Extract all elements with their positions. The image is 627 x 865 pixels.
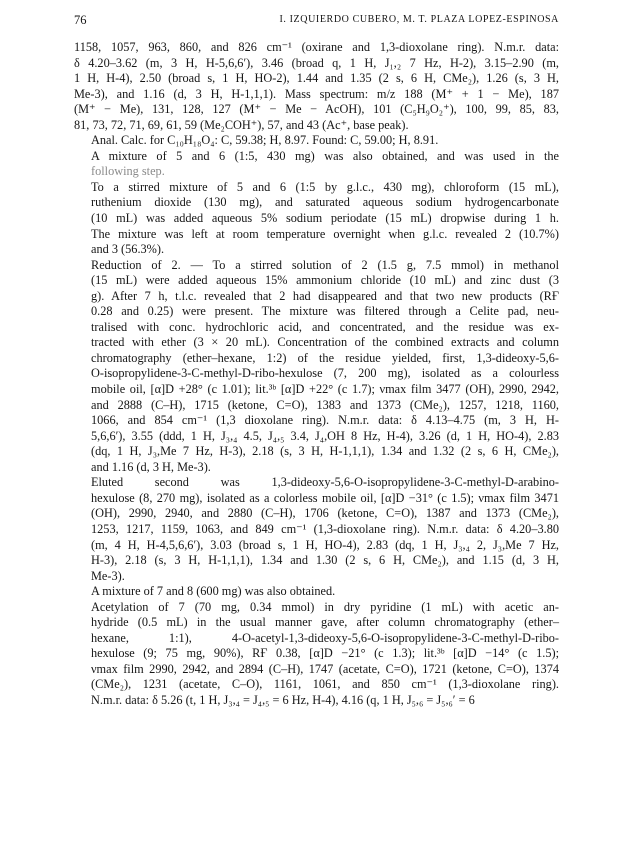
text-line: chromatography (ether–hexane, 1:2) of the residue yielded, first, 1,3-dideoxy-5,6- [91, 350, 559, 365]
text-line: Me-3), and 1.16 (d, 3 H, H-1,1,1). Mass spectrum: m/z 188 (M⁺ + 1 − Me), 187 [74, 86, 559, 101]
text-line: g). After 7 h, t.l.c. revealed that 2 had disappeared and that two new products (RҒ [91, 288, 559, 303]
paragraph [74, 149, 559, 180]
text-line: following step. [91, 164, 165, 179]
text-line: mobile oil, [α]D +28° (c 1.01); lit.³ᵇ [α]D +22° (c 1.7); νmax film 3477 (OH), 2990, 2942, [91, 382, 559, 397]
text-line: H-3), 2.18 (s, 3 H, H-1,1,1), 1.34 and 1.30 (2 s, 6 H, CMe₂), and 1.15 (d, 3 H, [91, 553, 559, 568]
text-line: tralised with conc. hydrochloric acid, and concentrated, and the residue was ex- [91, 319, 559, 334]
page-number: 76 [74, 13, 87, 27]
text-line: and 3 (56.3%). [91, 242, 165, 257]
text-line: O-isopropylidene-3-C-methyl-D-ribo-hexulose (7, 200 mg), isolated as a colourless [91, 366, 559, 381]
text-line: ruthenium dioxide (130 mg), and saturated aqueous sodium hydrogencarbonate [91, 195, 559, 210]
text-line: 1158, 1057, 963, 860, and 826 cm⁻¹ (oxirane and 1,3-dioxolane ring). N.m.r. data: [74, 40, 559, 54]
page-header [74, 13, 559, 33]
text-line: δ 4.20–3.62 (m, 3 H, H-5,6,6′), 3.46 (broad q, 1 H, J₁,₂ 7 Hz, H-2), 3.15–2.90 (m, [74, 55, 559, 70]
text-line: 0.28 and 0.25) were present. The mixture was filtered through a Celite pad, neu- [91, 304, 559, 319]
text-line: 1 H, H-4), 2.50 (broad s, 1 H, HO-2), 1.44 and 1.35 (2 s, 6 H, CMe₂), 1.26 (s, 3 H, [74, 71, 559, 86]
text-line: (OH), 2990, 2940, and 2880 (C–H), 1706 (ketone, C=O), 1387 and 1373 (CMe₂), [91, 506, 559, 521]
text-line: tracted with ether (3 × 20 mL). Concentration of the combined extracts and column [91, 335, 559, 350]
paragraph [74, 600, 559, 709]
text-line: and 2888 (C–H), 1715 (ketone, C=O), 1383 and 1373 (CMe₂), 1257, 1218, 1160, [91, 397, 559, 412]
text-line: 1066, and 854 cm⁻¹ (1,3 dioxolane ring). N.m.r. data: δ 4.13–4.75 (m, 3 H, H- [91, 413, 559, 428]
text-line: (10 mL) was added aqueous 5% sodium periodate (15 mL) dropwise during 1 h. [91, 211, 559, 226]
text-line: Acetylation of 7 (70 mg, 0.34 mmol) in dry pyridine (1 mL) with acetic an- [91, 599, 559, 614]
text-line: 81, 73, 72, 71, 69, 61, 59 (Me₂COH⁺), 57, and 43 (Ac⁺, base peak). [74, 117, 409, 132]
text-line: 1253, 1217, 1159, 1063, and 849 cm⁻¹ (1,3-dioxolane ring). N.m.r. data: δ 4.20–3.80 [91, 521, 559, 536]
text-line: (15 mL) were added aqueous 15% ammonium chloride (10 mL) and zinc dust (3 [91, 273, 559, 288]
text-line: and 1.16 (d, 3 H, Me-3). [91, 459, 211, 474]
text-line: To a stirred mixture of 5 and 6 (1:5 by g.l.c., 430 mg), chloroform (15 mL), [91, 179, 559, 194]
text-line: Reduction of 2. — To a stirred solution of 2 (1.5 g, 7.5 mmol) in methanol [91, 257, 559, 272]
text-line: A mixture of 5 and 6 (1:5, 430 mg) was also obtained, and was used in the [91, 148, 559, 163]
text-line: hexane, 1:1), 4-O-acetyl-1,3-dideoxy-5,6-O-isopropylidene-3-C-methyl-D-ribo- [91, 630, 559, 645]
text-line: 5,6,6′), 3.55 (ddd, 1 H, J₃,₄ 4.5, J₄,₅ 3.4, J₄,OH 8 Hz, H-4), 3.26 (d, 1 H, HO-4), 2.83 [91, 428, 559, 443]
paragraph [74, 475, 559, 584]
text-line: hydride (0.5 mL) in the usual manner gave, after column chromatography (ether– [91, 615, 559, 630]
article-body [74, 40, 559, 709]
text-line: The mixture was left at room temperature overnight when g.l.c. revealed 2 (10.7%) [91, 226, 559, 241]
text-line: Anal. Calc. for C₁₀H₁₈O₄: C, 59.38; H, 8.97. Found: C, 59.00; H, 8.91. [91, 133, 439, 148]
text-line: hexulose (9; 75 mg, 90%), RҒ 0.38, [α]D −21° (c 1.3); lit.³ᵇ [α]D −14° (c 1.5); [91, 646, 559, 661]
text-line: Me-3). [91, 568, 125, 583]
text-line: hexulose (8, 270 mg), isolated as a colorless mobile oil, [α]D −31° (c 1.5); νmax film 3471 [91, 490, 559, 505]
text-line: (dq, 1 H, J₃,Me 7 Hz, H-3), 2.18 (s, 3 H, H-1,1,1), 1.34 and 1.32 (2 s, 6 H, CMe₂), [91, 444, 559, 459]
paragraph [74, 180, 559, 258]
paragraph [74, 40, 559, 133]
text-line: N.m.r. data: δ 5.26 (t, 1 H, J₃,₄ = J₄,₅ = 6 Hz, H-4), 4.16 (q, 1 H, J₅,₆ = J₅,₆′ = 6 [91, 692, 475, 707]
text-line: (m, 4 H, H-4,5,6,6′), 3.03 (broad s, 1 H, HO-4), 2.83 (dq, 1 H, J₃,₄ 2, J₃,Me 7 Hz, [91, 537, 559, 552]
text-line: A mixture of 7 and 8 (600 mg) was also obtained. [91, 584, 336, 599]
paragraph [74, 133, 559, 149]
text-line: (CMe₂), 1231 (acetate, C–O), 1161, 1061, and 850 cm⁻¹ (1,3-dioxolane ring). [91, 677, 559, 692]
paragraph [74, 584, 559, 600]
text-line: νmax film 2990, 2942, and 2894 (C–H), 1747 (acetate, C=O), 1721 (ketone, C=O), 1374 [91, 661, 559, 676]
paragraph [74, 258, 559, 476]
text-line: (M⁺ − Me), 131, 128, 127 (M⁺ − Me − AcOH), 101 (C₅H₉O₂⁺), 100, 99, 85, 83, [74, 102, 559, 117]
text-line: Eluted second was 1,3-dideoxy-5,6-O-isopropylidene-3-C-methyl-D-arabino- [91, 475, 559, 490]
running-title: I. IZQUIERDO CUBERO, M. T. PLAZA LOPEZ-ESPINOSA [279, 14, 559, 25]
